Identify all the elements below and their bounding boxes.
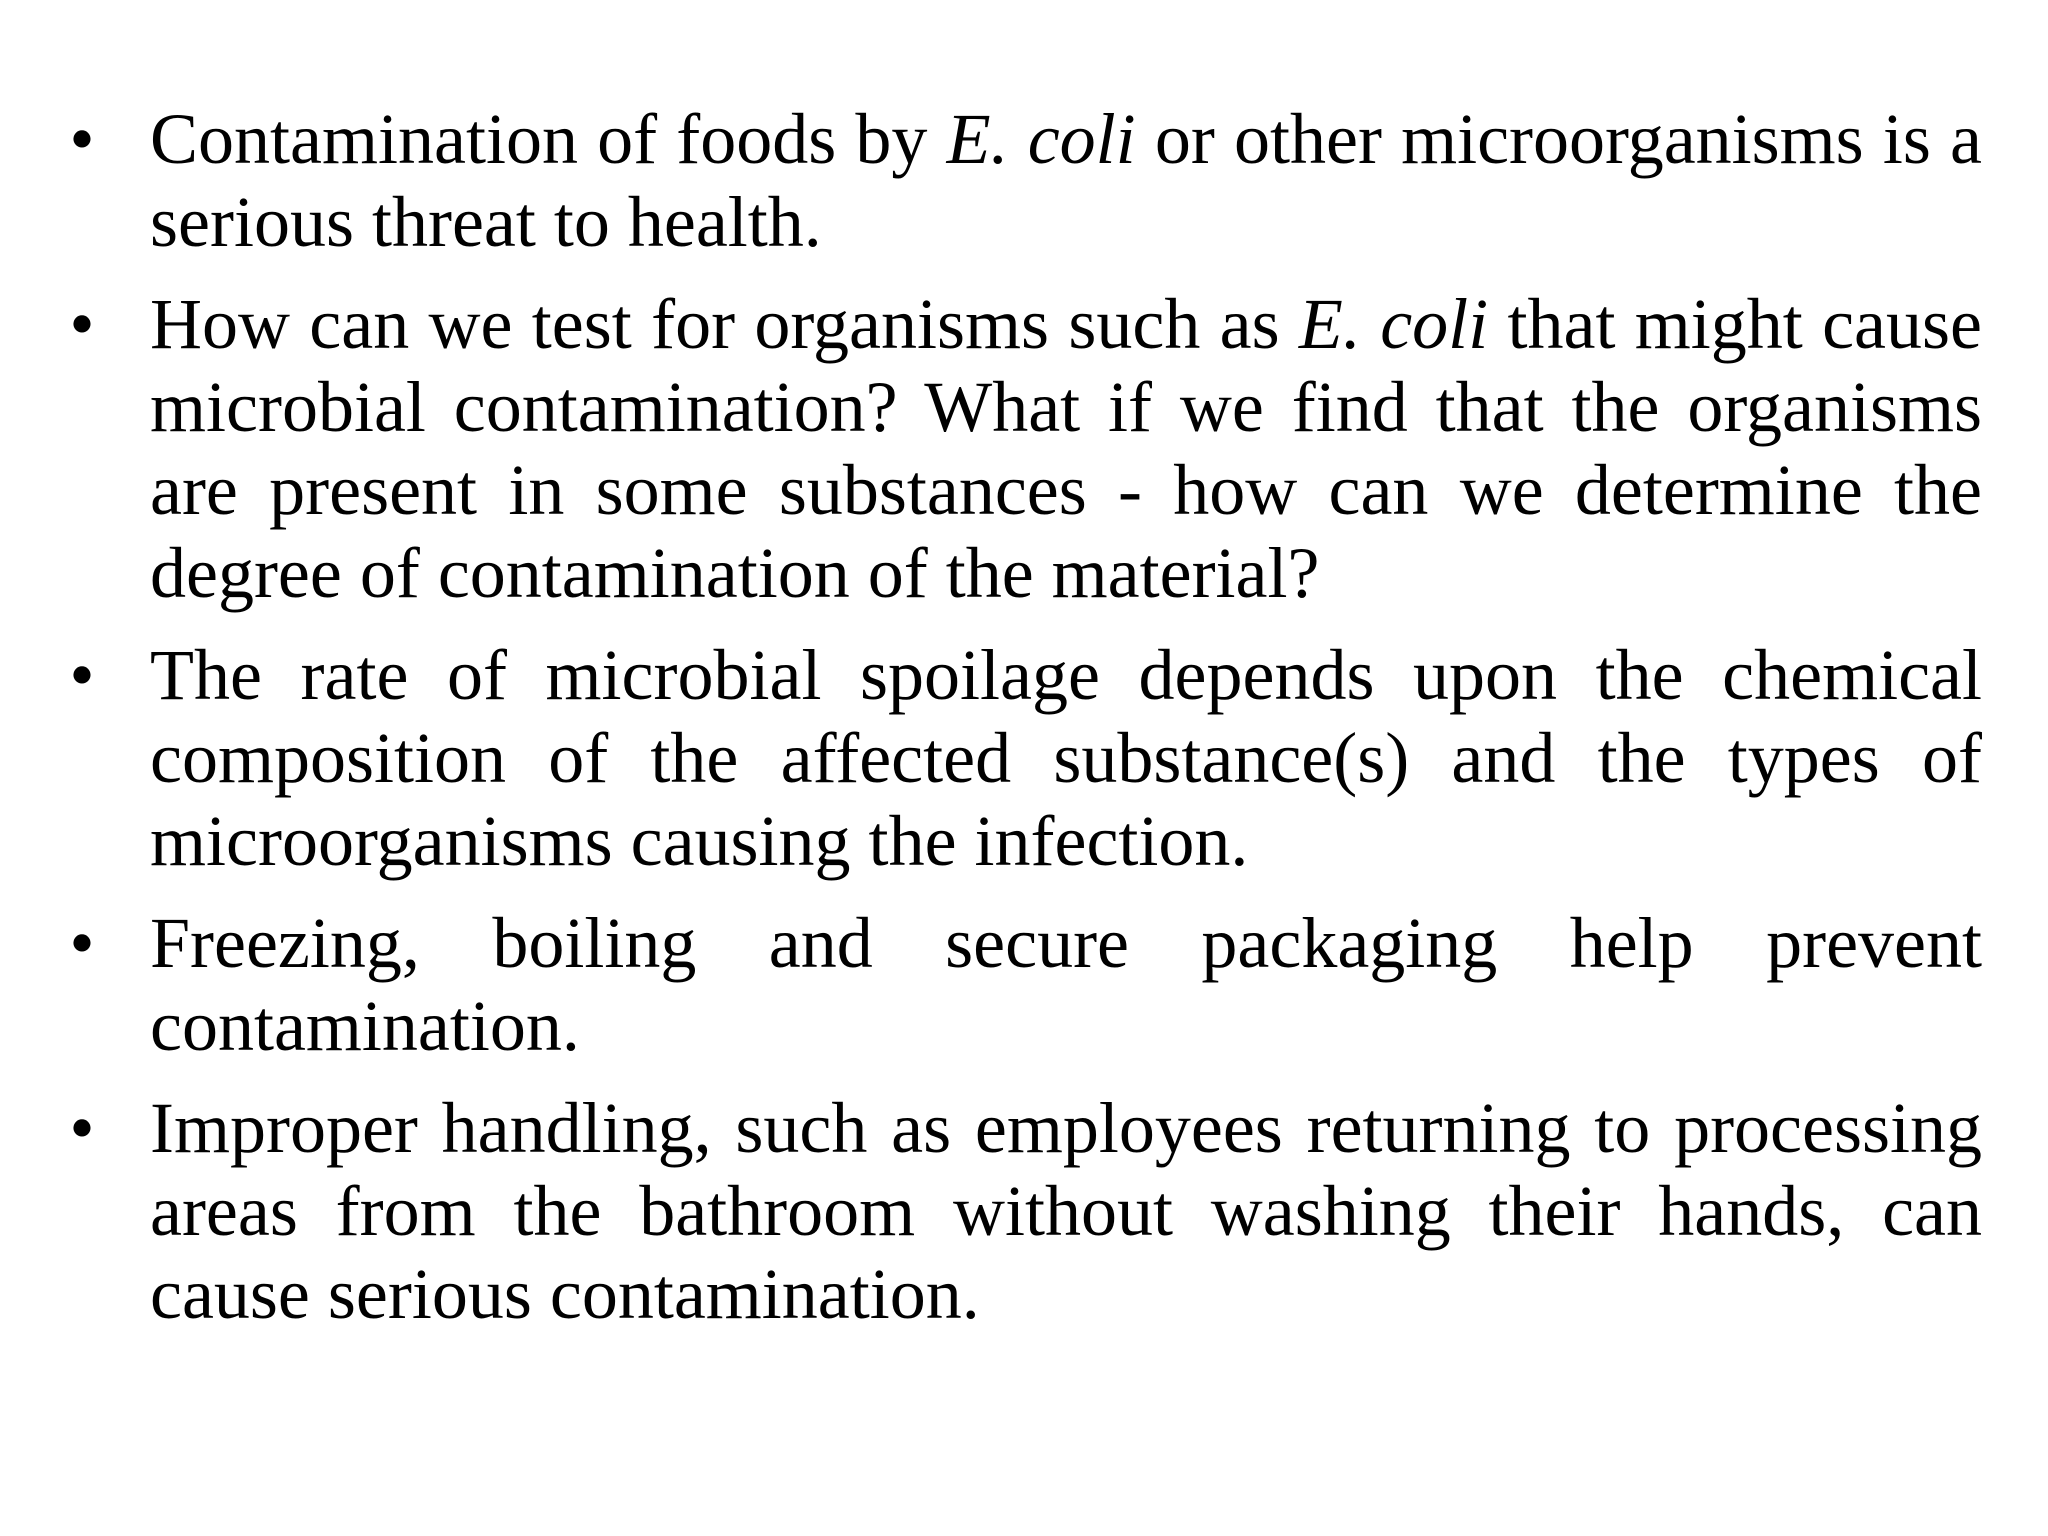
- bullet-item-contamination-threat: [62, 98, 1982, 264]
- bullet-text: [150, 284, 1982, 613]
- bullet-text: [150, 635, 1982, 881]
- text-run: Improper handling, such as employees returning to processing areas from the bathroom without washing their hands, can cause serious contamination.: [150, 1088, 1982, 1334]
- bullet-text: [150, 99, 1982, 262]
- bullet-item-testing-question: [62, 283, 1982, 615]
- text-run: Freezing, boiling and secure packaging help prevent contamination.: [150, 903, 1982, 1066]
- text-run: or other microorganisms is a serious threat to health.: [150, 99, 1983, 262]
- bullet-item-prevention: [62, 902, 1982, 1068]
- italic-term-e-coli: E. coli: [946, 99, 1136, 179]
- text-run: The rate of microbial spoilage depends upon the chemical composition of the affected substance(s) and the types of microorganisms causing the infection.: [150, 635, 1982, 881]
- bullet-list: [62, 98, 1982, 1355]
- italic-term-e-coli: E. coli: [1298, 284, 1489, 364]
- text-run: Contamination of foods by: [150, 99, 947, 179]
- bullet-dot-icon: •: [69, 99, 95, 179]
- bullet-dot-icon: •: [69, 903, 95, 983]
- bullet-item-spoilage-rate: [62, 634, 1982, 883]
- bullet-dot-icon: •: [69, 284, 95, 364]
- bullet-item-improper-handling: [62, 1087, 1982, 1336]
- bullet-dot-icon: •: [69, 1088, 95, 1168]
- text-run: that might cause microbial contamination? What if we find that the organisms are present in some substances - how can we determine the degree of contamination of the material?: [150, 284, 1982, 613]
- bullet-text: [150, 903, 1982, 1066]
- text-run: How can we test for organisms such as: [150, 284, 1299, 364]
- bullet-text: [150, 1088, 1982, 1334]
- bullet-dot-icon: •: [69, 635, 95, 715]
